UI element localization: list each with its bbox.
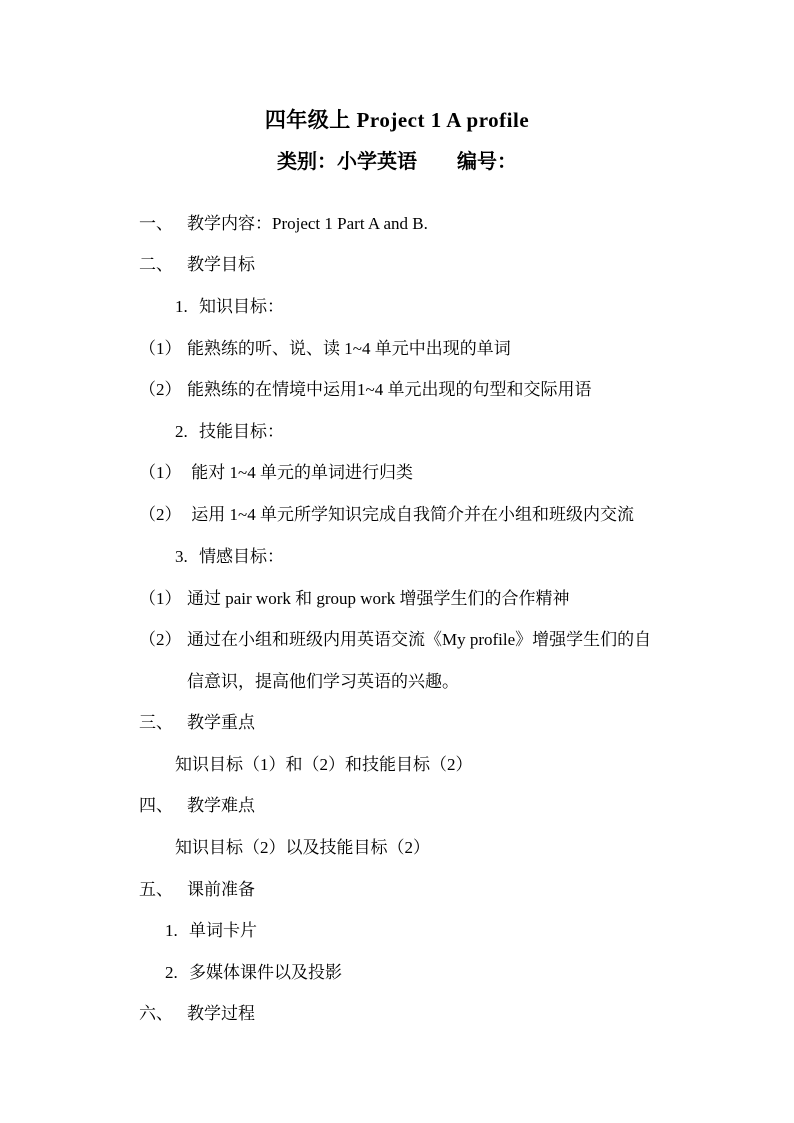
- item-text: 知识目标（1）和（2）和技能目标（2）: [175, 755, 473, 774]
- item-marker: （1）: [139, 589, 182, 608]
- document-title: 四年级上 Project 1 A profile: [264, 108, 530, 132]
- item-marker: 2.: [165, 963, 178, 982]
- section-marker: 一、: [139, 214, 173, 233]
- item-marker: （1）: [139, 339, 182, 358]
- item-marker: （2）: [139, 505, 182, 524]
- item-marker: 1.: [165, 921, 178, 940]
- section-text: 教学目标: [187, 255, 255, 274]
- section-text: 教学过程: [187, 1004, 255, 1023]
- item-marker: （1）: [139, 463, 182, 482]
- item-marker: 3.: [175, 547, 188, 566]
- item-text: 能对 1~4 单元的单词进行归类: [187, 463, 413, 482]
- item-text: 单词卡片: [189, 921, 257, 940]
- item-text: 能熟练的在情境中运用1~4 单元出现的句型和交际用语: [187, 380, 592, 399]
- item-text: 技能目标：: [199, 422, 284, 441]
- item-text: 知识目标：: [199, 297, 284, 316]
- document-subtitle: 类别：小学英语 编号：: [277, 151, 517, 173]
- item-text: 运用 1~4 单元所学知识完成自我简介并在小组和班级内交流: [187, 505, 634, 524]
- item-text: 信意识，提高他们学习英语的兴趣。: [187, 672, 459, 691]
- item-marker: （2）: [139, 380, 182, 399]
- item-marker: 1.: [175, 297, 188, 316]
- section-marker: 二、: [139, 255, 173, 274]
- section-marker: 五、: [139, 880, 173, 899]
- section-text: 教学难点: [187, 796, 255, 815]
- item-text: 通过在小组和班级内用英语交流《My profile》增强学生们的自: [187, 630, 652, 649]
- section-marker: 三、: [139, 713, 173, 732]
- item-marker: 2.: [175, 422, 188, 441]
- item-text: 能熟练的听、说、读 1~4 单元中出现的单词: [187, 339, 511, 358]
- item-text: 通过 pair work 和 group work 增强学生们的合作精神: [187, 589, 570, 608]
- section-marker: 四、: [139, 796, 173, 815]
- item-text: 情感目标：: [199, 547, 284, 566]
- section-6-process: [122, 981, 255, 1047]
- section-text: 教学重点: [187, 713, 255, 732]
- item-marker: （2）: [139, 630, 182, 649]
- section-text: 教学内容：Project 1 Part A and B.: [187, 214, 428, 233]
- item-text: 多媒体课件以及投影: [189, 963, 342, 982]
- item-text: 知识目标（2）以及技能目标（2）: [175, 838, 430, 857]
- section-marker: 六、: [139, 1004, 173, 1023]
- section-text: 课前准备: [187, 880, 255, 899]
